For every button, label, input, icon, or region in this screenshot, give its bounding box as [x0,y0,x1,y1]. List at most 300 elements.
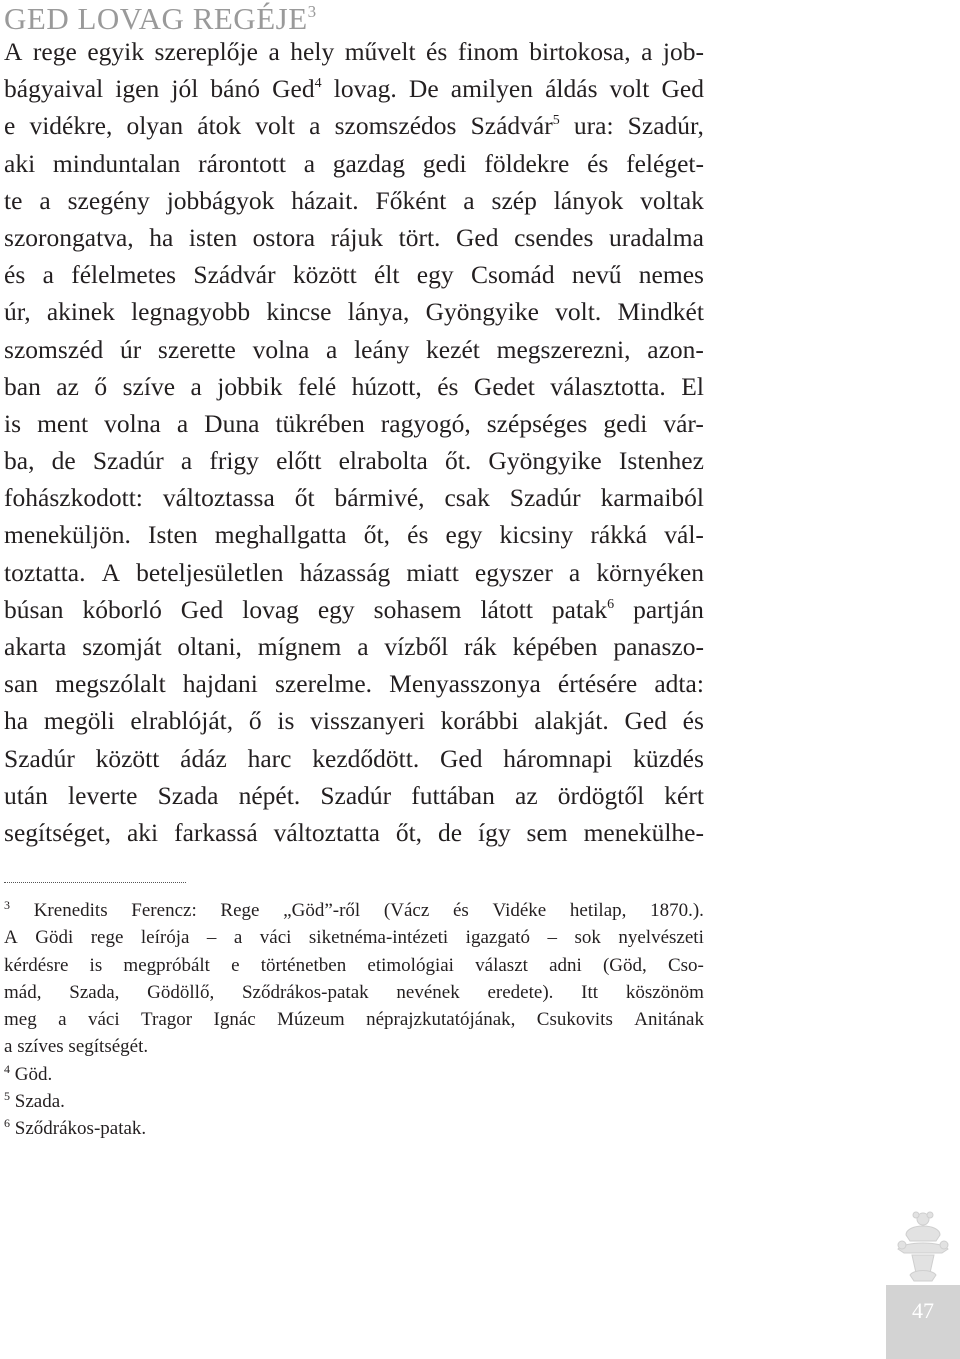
footnote-word: kérdésre [4,954,69,976]
body-word: szomját [82,632,162,661]
body-word: volna [252,334,310,364]
body-word: a [39,185,51,215]
footnote-line [4,952,704,979]
body-word: A [101,557,120,587]
body-word: előtt [276,446,322,476]
body-word: rege [32,37,77,66]
body-word: ura: [573,111,614,141]
footnote-line-content [4,952,704,979]
body-word: olyan [126,111,184,141]
footnote-word: hetilap, [569,900,627,921]
body-word: te [4,185,23,215]
footnote-line [4,979,704,1006]
body-line [4,368,704,405]
footnote-word [4,1091,10,1112]
body-word: kincse [266,297,332,327]
body-word: job- [662,37,704,66]
body-word: Istenhez [618,446,704,476]
body-line-content [4,256,704,293]
body-word: Gyöngyike [425,297,539,327]
body-word: a [357,632,369,661]
footnotes [4,897,704,1143]
body-word: változtatta [273,817,380,847]
body-word: Csomád [470,260,555,290]
body-word: san [4,669,39,699]
body-line [4,665,704,702]
body-word: jól [171,74,199,104]
body-line-content [4,665,704,702]
body-word: elrablóját, [130,706,234,736]
footnote-line [4,924,704,951]
body-word: ha [4,706,29,736]
body-word: ban [4,371,41,401]
body-word: szegény [67,185,150,215]
body-line-content [4,516,704,553]
body-word: megöli [43,706,115,736]
body-word: szereplője [154,37,258,66]
body-word: házait. [291,185,359,215]
body-word: élt [373,260,400,290]
footnote-line [4,1033,704,1060]
footnote-word: „Göd”-ről [283,900,361,921]
footnote-word: Csukovits [536,1009,613,1031]
footnote-word: is [89,954,103,976]
body-word: is [277,706,295,736]
footnote-line [4,1115,704,1142]
body-word: szomszéd [4,334,104,364]
footnote-word: Anitának [634,1009,704,1031]
footnote-word: Ferencz: [131,900,197,921]
page-number-box [886,1285,960,1359]
body-word: ő [94,371,108,401]
body-word: lovag [242,594,299,624]
body-word: a [463,185,475,215]
footnote-word: a [233,927,243,949]
body-word: a [268,37,280,66]
body-word: őt, [363,520,390,550]
body-word: hajdani [182,669,258,699]
footnote-word: leírója [140,927,190,949]
footnote-line-content [4,1061,704,1088]
body-word: küzdés [633,743,704,773]
body-word: aki [126,817,159,847]
body-word: ostora [252,222,316,252]
body-word: a [42,260,54,290]
body-line-content [4,405,704,442]
body-word: kicsiny [499,520,574,550]
footnote-word: köszönöm [625,981,704,1003]
body-word: Szadúr [4,743,75,773]
body-word: toztatta. [4,557,86,587]
body-word: változtassa [162,483,275,513]
body-line [4,145,704,182]
body-line-content [4,591,704,628]
body-word: ha [149,222,174,252]
body-word: Ged [439,743,483,773]
body-word: és [437,371,459,401]
body-line [4,33,704,70]
body-word: a [176,408,189,438]
body-line [4,777,704,814]
body-word: ő [248,706,262,736]
body-word: így [478,817,511,847]
footnote-word: Ignác [213,1009,256,1031]
body-word: úr, [4,297,31,327]
footnote-word [4,1118,10,1139]
footnote-line-content [4,1033,704,1060]
body-word: nemes [638,260,704,290]
body-word: környéken [596,557,704,587]
body-word: leány [354,334,410,364]
body-line-content [4,145,704,182]
body-word: tükrében [275,408,365,438]
footnote-word: Sződrákos-patak [241,981,369,1003]
body-word: volt. [555,297,602,327]
body-word: látott [480,594,533,624]
body-word: háromnapi [503,743,613,773]
body-word: az [56,371,79,401]
body-word: meghallgatta [214,520,347,550]
footnote-word: váci [259,927,292,949]
body-word: amilyen [450,74,533,104]
body-word: futtában [411,780,495,810]
footnote-separator [4,882,186,883]
body-word: Ged [180,594,224,624]
footnote-word: Szada, [69,981,120,1003]
body-word: Mindkét [617,297,704,327]
body-word: választotta. [550,371,666,401]
body-word: a [568,557,581,587]
body-word: akarta [4,632,67,661]
body-word: jobbágyok [166,185,275,215]
body-word: Ged [455,222,499,252]
footnote-word: Vidéke [492,900,547,921]
footnote-word: Tragor [141,1009,193,1031]
footnote-word: Krenedits [33,900,108,921]
body-word: vidékre, [29,111,113,141]
footnote-line-content [4,924,704,951]
body-line-content [4,70,704,107]
body-word: lányok [553,185,624,215]
body-word: szomszédos [334,111,457,141]
body-word: rák [464,632,497,661]
body-word: korábbi [440,706,519,736]
footnote-word: történetben [260,954,347,976]
body-word: azon- [647,334,704,364]
body-line [4,293,704,330]
footnote-ref: 4 [4,1061,10,1076]
body-word: meneküljön. [4,520,131,550]
body-word: akinek [46,297,115,327]
body-word: Gedet [473,371,535,401]
body-word: adta: [654,669,704,699]
body-word: szorongatva, [4,222,134,252]
body-word: elrabolta [338,446,428,476]
body-word: Ged$^4$ [272,74,322,104]
footnote-word [4,897,10,924]
footnote-word: Gödöllő, [147,981,215,1003]
footnote-ref: 6 [4,1116,10,1131]
body-word: az [514,780,538,810]
body-word: egy [317,594,355,624]
body-word: miatt [406,557,459,587]
footnote-line-content [4,897,704,924]
footnote-word: e [231,954,240,976]
body-word: De [408,74,439,104]
footnote-word: Itt [581,981,599,1003]
body-word: értésére [557,669,638,699]
footnote-word: választ [475,954,528,976]
body-word: Ged [661,74,704,104]
footnote-word: igazgató [465,927,531,949]
footnote-word: sok [574,927,601,949]
body-word: birtokosa, [529,37,631,66]
body-line-content [4,479,704,516]
body-word: A [4,37,23,66]
body-word: ragyogó, [380,408,471,438]
body-word: mígnem [257,632,342,661]
body-word: félelmetes [71,260,177,290]
body-line [4,516,704,553]
body-word: Duna [204,408,260,438]
footnote-word: A [4,927,18,949]
body-word: művelt [344,37,416,66]
body-word: minduntalan [52,148,181,178]
footnote-word: – [547,927,558,949]
body-word: Ged [624,706,667,736]
body-word: rárontott [198,148,286,178]
footnote-word: Sződrákos-patak. [14,1118,147,1140]
body-word: a [180,446,193,476]
footnote-word: váci [87,1009,120,1031]
footnote-ref: 3 [4,898,10,912]
body-word: őt, [395,817,423,847]
body-word: is [4,408,22,438]
body-line-content [4,219,704,256]
body-word: ment [37,408,89,438]
body-line-content [4,107,704,144]
body-line [4,702,704,739]
body-word: El [681,371,704,401]
body-word: de [51,446,76,476]
footnote-line [4,1006,704,1033]
body-line [4,814,704,851]
footnote-word: nevének [396,981,460,1003]
body-word: felé [297,371,337,401]
footnote-word: – [206,927,217,949]
footnote-word: Rege [220,900,260,921]
footnote-word: mád, [4,981,42,1003]
body-word: harc [247,743,292,773]
body-word: egy [445,520,483,550]
body-line [4,628,704,665]
body-word: egy [416,260,454,290]
body-word: húzott, [351,371,422,401]
body-line-content [4,33,704,70]
body-word: panaszo- [613,632,704,661]
body-word: karmaiból [600,483,704,513]
title-footnote-ref: 3 [307,2,317,21]
body-word: Szádvár [193,260,276,290]
footnote-ref: 5 [552,113,560,129]
body-word: rájuk [330,222,384,252]
body-line-content [4,777,704,814]
footnote-word [4,1061,10,1085]
footnote-word: a [4,1036,13,1058]
body-word: lánya, [347,297,410,327]
body-word: ádáz [180,743,227,773]
body-word: után [4,780,48,810]
body-word: finom [457,37,519,66]
body-line [4,331,704,368]
footnote-word: Göd. [14,1063,53,1085]
body-word: e [4,111,16,141]
body-word: gedi [422,148,467,178]
body-word: volt [609,74,650,104]
body-word: beteljesületlen [136,557,284,587]
body-word: és [4,260,26,290]
body-line-content [4,628,704,665]
body-line [4,479,704,516]
footnote-word: siketnéma-intézeti [308,927,449,949]
footnote-word: eredete). [487,981,554,1003]
body-word: népét. [238,780,301,810]
body-word: sem [526,817,568,847]
body-word: egyik [87,37,144,66]
footnote-line [4,897,704,924]
body-word: aki [4,148,36,178]
body-word: szép [491,185,537,215]
footnote-word: Gödi [35,927,74,949]
body-word: feléget- [626,148,704,178]
body-word: alakját. [534,706,609,736]
body-word: a [303,148,316,178]
body-word: őt. [445,446,472,476]
body-word: házasság [299,557,391,587]
body-word: csendes [514,222,594,252]
body-word: Szadúr [92,446,164,476]
body-word: búsan [4,594,64,624]
footnote-ref: 5 [4,1089,10,1104]
body-word: sohasem [373,594,462,624]
body-word: Menyasszonya [389,669,541,699]
body-word: bánó [210,74,260,104]
body-word: Szadúr [509,483,581,513]
ornament-icon [886,1205,960,1285]
footnote-line-content [4,1006,704,1033]
footnote-word: Szada. [14,1091,65,1113]
body-word: között [292,260,357,290]
body-word: kért [664,780,704,810]
body-line [4,256,704,293]
footnote-word: (Vácz [383,900,430,921]
body-line [4,405,704,442]
body-line-content [4,740,704,777]
body-line [4,442,704,479]
body-line [4,107,704,144]
footnote-word: Cso- [667,954,704,976]
body-line [4,591,704,628]
body-word: képében [512,632,598,661]
body-word: volna [104,408,161,438]
body-word: tört. [398,222,441,252]
body-line [4,70,704,107]
body-word: hely [290,37,335,66]
body-word: visszanyeri [310,706,425,736]
footnote-word: 1870.). [650,900,704,921]
body-word: bágyaival [4,74,104,104]
body-word: Szadúr, [627,111,704,141]
footnote-word: (Göd, [602,954,647,976]
body-word: Szádvár$^5$ [470,111,560,141]
body-word: között [95,743,160,773]
body-paragraph [4,33,704,851]
body-line-content [4,182,704,219]
body-word: megszerezni, [496,334,631,364]
body-word: a [641,37,653,66]
footnote-ref: 4 [314,76,322,92]
footnote-word: etimológiai [367,954,454,976]
footnote-line [4,1061,704,1088]
body-word: úr [119,334,142,364]
body-word: leverte [68,780,138,810]
body-word: kezdődött. [312,743,420,773]
body-word: kezét [426,334,480,364]
body-word: patak$^6$ [551,594,615,624]
body-word: Gyöngyike [488,446,602,476]
footnote-word: szíves [17,1036,64,1058]
footnote-word: adni [549,954,582,976]
body-word: farkassá [174,817,258,847]
footnote-line-content [4,1115,704,1142]
body-word: oltani, [177,632,242,661]
body-word: áldás [545,74,598,104]
body-word: csak [444,483,490,513]
body-word: Isten [147,520,198,550]
body-word: ördögtől [557,780,645,810]
body-word: a [309,111,321,141]
body-line [4,182,704,219]
body-word: földekre [484,148,570,178]
body-word: de [437,817,463,847]
body-word: uradalma [609,222,704,252]
footnote-line [4,1088,704,1115]
body-word: és [426,37,448,66]
body-word: szíve [122,371,176,401]
body-word: őt [294,483,315,513]
body-line-content [4,814,704,851]
footnote-word: a [58,1009,67,1031]
footnote-word: meg [4,1009,37,1031]
body-word: gedi [603,408,648,438]
body-word: isten [188,222,238,252]
body-word: vízből [384,632,449,661]
body-word: a [326,334,338,364]
body-word: szerelme. [274,669,373,699]
body-word: voltak [640,185,704,215]
body-line [4,740,704,777]
title-text: GED LOVAG REGÉJE [4,1,308,36]
body-line [4,219,704,256]
footnote-word: néprajzkutatójának, [366,1009,516,1031]
body-line-content [4,442,704,479]
body-word: szerette [157,334,236,364]
body-word: egyszer [474,557,553,587]
body-word: szépséges [486,408,588,438]
footnote-line-content [4,979,704,1006]
footnote-ref: 6 [607,596,615,612]
page-number: 47 [912,1298,934,1323]
